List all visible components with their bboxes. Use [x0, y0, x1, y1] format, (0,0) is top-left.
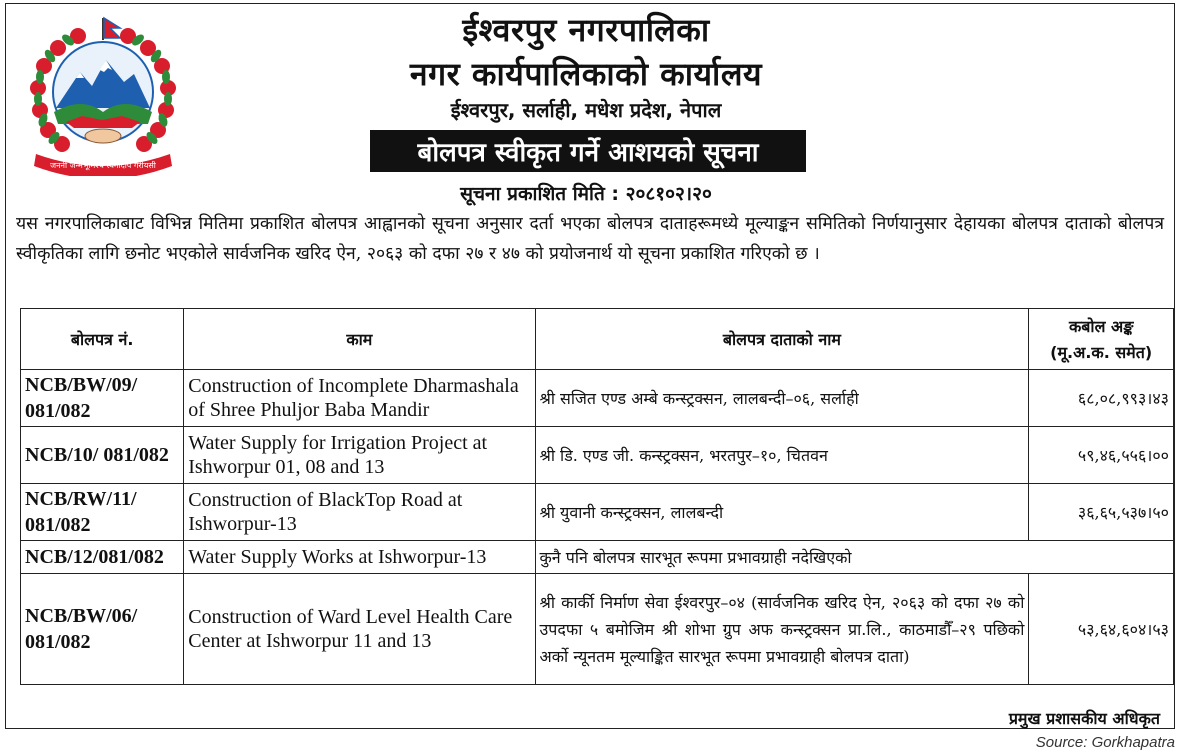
- office-name: नगर कार्यपालिकाको कार्यालय: [409, 55, 763, 93]
- table-row: [21, 370, 1174, 427]
- work-description: Construction of Incomplete Dharmashala of Shree Phuljor Baba Mandir: [184, 370, 535, 427]
- table-row: [21, 427, 1174, 484]
- header-bidder: बोलपत्र दाताको नाम: [535, 309, 1029, 370]
- bidder-name: श्री डि. एण्ड जी. कन्स्ट्रक्सन, भरतपुर–१०, चितवन: [535, 427, 1029, 484]
- published-date: सूचना प्रकाशित मिति : २०८१०२।२०: [460, 183, 712, 205]
- bid-number: NCB/12/081/082: [21, 541, 184, 574]
- work-description: Construction of Ward Level Health Care Center at Ishworpur 11 and 13: [184, 574, 535, 685]
- nepal-emblem-icon: [22, 16, 184, 176]
- office-address: ईश्वरपुर, सर्लाही, मधेश प्रदेश, नेपाल: [450, 98, 722, 122]
- header-amount: [1029, 309, 1174, 370]
- bid-number: NCB/BW/09/ 081/082: [21, 370, 184, 427]
- table-row: [21, 541, 1174, 574]
- municipality-name: ईश्वरपुर नगरपालिका: [462, 11, 710, 49]
- bid-amount: ६८,०८,९९३।४३: [1029, 370, 1174, 427]
- bid-award-table: [20, 308, 1174, 685]
- bidder-name: कुनै पनि बोलपत्र सारभूत रूपमा प्रभावग्राही नदेखिएको: [535, 541, 1174, 574]
- table-row: [21, 574, 1174, 685]
- header-amount-sub: (मू.अ.क. समेत): [1050, 343, 1153, 362]
- bid-number: NCB/BW/06/ 081/082: [21, 574, 184, 685]
- notice-title: बोलपत्र स्वीकृत गर्ने आशयको सूचना: [417, 138, 759, 168]
- signatory-title: प्रमुख प्रशासकीय अधिकृत: [1008, 709, 1160, 728]
- work-description: Water Supply Works at Ishworpur-13: [184, 541, 535, 574]
- bid-number: NCB/RW/11/ 081/082: [21, 484, 184, 541]
- work-description: Construction of BlackTop Road at Ishworpur-13: [184, 484, 535, 541]
- header-bid-no: बोलपत्र नं.: [21, 309, 184, 370]
- notice-frame: [5, 3, 1175, 729]
- bidder-name: श्री सजित एण्ड अम्बे कन्स्ट्रक्सन, लालबन्दी–०६, सर्लाही: [535, 370, 1029, 427]
- table-header-row: [21, 309, 1174, 370]
- bidder-name: श्री कार्की निर्माण सेवा ईश्वरपुर–०४ (सार्वजनिक खरिद ऐन, २०६३ को दफा २७ को उपदफा ५ बमोजिम श्री शोभा ग्रुप अफ कन्स्ट्रक्सन प्रा.लि., काठमाडौँ–२९ पछिको अर्को न्यूनतम मूल्याङ्कित सारभूत रूपमा प्रभावग्राही बोलपत्र दाता): [535, 574, 1029, 685]
- header-work: काम: [184, 309, 535, 370]
- bid-amount: ५३,६४,६०४।५३: [1029, 574, 1174, 685]
- bid-number: NCB/10/ 081/082: [21, 427, 184, 484]
- header-amount-label: कबोल अङ्क: [1069, 317, 1134, 336]
- notice-title-banner: [370, 130, 806, 172]
- intro-paragraph: यस नगरपालिकाबाट विभिन्न मितिमा प्रकाशित बोलपत्र आह्वानको सूचना अनुसार दर्ता भएका बोलपत्र दाताहरूमध्ये मूल्याङ्कन समितिको निर्णयानुसार देहायका बोलपत्र दाताको बोलपत्र स्वीकृतिका लागि छनोट भएकोले सार्वजनिक खरिद ऐन, २०६३ को दफा २७ र ४७ को प्रयोजनार्थ यो सूचना प्रकाशित गरिएको छ ।: [16, 214, 1164, 264]
- work-description: Water Supply for Irrigation Project at Ishworpur 01, 08 and 13: [184, 427, 535, 484]
- source-credit: Source: Gorkhapatra: [1035, 734, 1175, 751]
- bid-amount: ५९,४६,५५६।००: [1029, 427, 1174, 484]
- bidder-name: श्री युवानी कन्स्ट्रक्सन, लालबन्दी: [535, 484, 1029, 541]
- bid-amount: ३६,६५,५३७।५०: [1029, 484, 1174, 541]
- emblem-motto: जननी जन्मभूमिश्च स्वर्गादपि गरीयसी: [50, 161, 156, 170]
- table-row: [21, 484, 1174, 541]
